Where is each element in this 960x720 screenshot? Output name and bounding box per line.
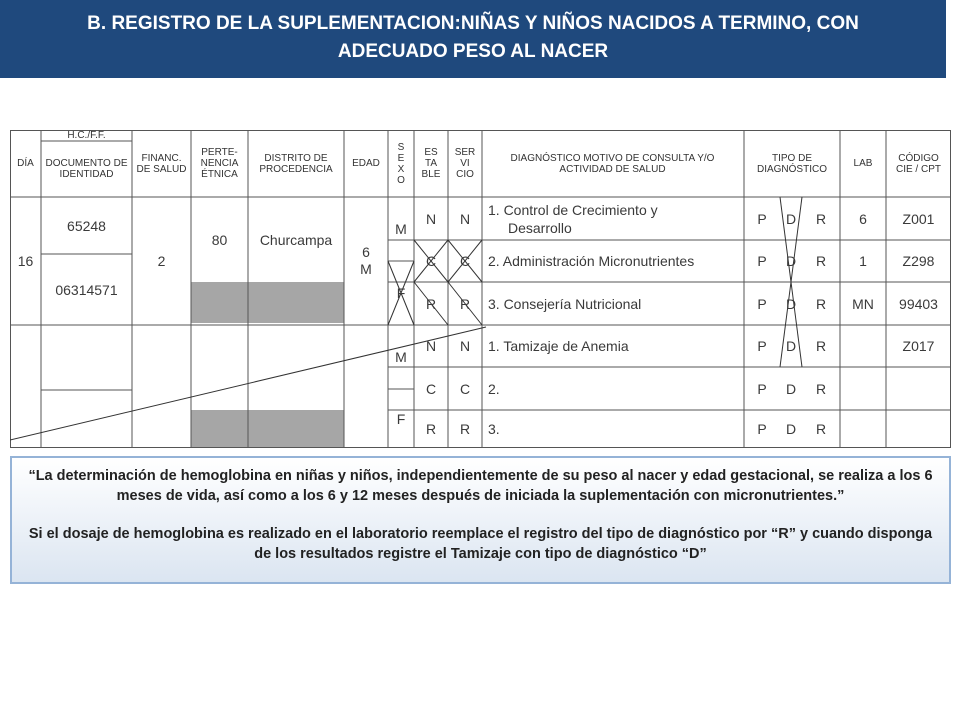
diagnostico-value: 1. Control de Crecimiento y Desarrollo [488, 201, 658, 236]
servicio-value: C [459, 253, 471, 269]
gray-cell [191, 410, 248, 448]
lab-value: 6 [859, 210, 867, 227]
header-hc: H.C./F.F. [67, 130, 106, 141]
tipo-d: D [785, 210, 797, 227]
tipo-r: R [815, 338, 827, 354]
header-establecimiento: ES TA BLE [421, 147, 441, 180]
record1-documento: 06314571 [55, 281, 118, 298]
servicio-value: N [459, 338, 471, 354]
gray-cell [248, 282, 344, 323]
lab-value [840, 410, 886, 448]
tipo-r: R [815, 253, 827, 269]
tipo-p: P [757, 421, 767, 437]
diagnostico-value: 3. Consejería Nutricional [488, 295, 642, 312]
record2-sexo-m: M [395, 349, 407, 365]
lab-value: MN [852, 295, 874, 312]
servicio-value: C [459, 380, 471, 397]
establecimiento-value: N [425, 338, 437, 354]
establecimiento-value: C [425, 253, 437, 269]
header-documento: DOCUMENTO DE IDENTIDAD [45, 158, 128, 180]
servicio-value: R [459, 295, 471, 312]
lab-value [840, 325, 886, 367]
gray-cell [248, 410, 344, 448]
header-servicio: SER VI CIO [454, 147, 476, 180]
establecimiento-value: C [425, 380, 437, 397]
diagnostico-value: 1. Tamizaje de Anemia [488, 338, 629, 354]
codigo-value: Z298 [902, 253, 935, 269]
tipo-r: R [815, 210, 827, 227]
page-header [0, 0, 946, 78]
tipo-r: R [815, 380, 827, 397]
record1-hc: 65248 [67, 217, 106, 234]
codigo-value: 99403 [899, 295, 938, 312]
gray-cell [191, 282, 248, 323]
tipo-p: P [757, 210, 767, 227]
record1-financ: 2 [157, 253, 166, 269]
title-line-1: B. REGISTRO DE LA SUPLEMENTACION:NIÑAS Y NIÑOS NACIDOS A TERMINO, CON [87, 13, 859, 34]
tipo-p: P [757, 253, 767, 269]
diagnostico-value: 2. [488, 380, 500, 397]
diagnostico-value: 3. [488, 421, 500, 437]
record1-dia: 16 [17, 253, 34, 269]
header-pertenencia: PERTE- NENCIA ÉTNICA [200, 147, 239, 180]
record1-sexo-m: M [395, 221, 407, 237]
record2-sexo-f: F [396, 410, 406, 427]
record1-edad: 6 M [360, 244, 372, 277]
guidance-note [10, 456, 951, 584]
servicio-value: R [459, 421, 471, 437]
header-edad: EDAD [352, 158, 380, 169]
tipo-d: D [785, 253, 797, 269]
note-paragraph-1: “La determinación de hemoglobina en niñas y niños, independientemente de su peso al nacer y edad gestacional, se realiza a los 6 meses de vida, así como a los 6 y 12 meses después de iniciada la suplementación con micronutrientes.” [28, 468, 933, 504]
header-financ: FINANC. DE SALUD [136, 152, 187, 175]
codigo-value: Z017 [902, 338, 935, 354]
header-dia: DÍA [17, 158, 34, 169]
note-paragraph-2: Si el dosaje de hemoglobina es realizado en el laboratorio reemplace el registro del tipo de diagnóstico por “R” y cuando disponga de los resultados registre el Tamizaje con tipo de diagnóstico “D” [28, 526, 933, 562]
codigo-value [886, 367, 951, 410]
header-distrito: DISTRITO DE PROCEDENCIA [259, 152, 333, 175]
tipo-p: P [757, 380, 767, 397]
tipo-r: R [815, 421, 827, 437]
codigo-value: Z001 [902, 210, 935, 227]
codigo-value [886, 410, 951, 448]
header-lab: LAB [853, 158, 873, 169]
tipo-d: D [785, 380, 797, 397]
establecimiento-value: R [425, 295, 437, 312]
title-line-2: ADECUADO PESO AL NACER [337, 41, 609, 62]
record1-etnia: 80 [211, 231, 228, 248]
servicio-value: N [459, 210, 471, 227]
tipo-d: D [785, 295, 797, 312]
establecimiento-value: N [425, 210, 437, 227]
lab-value [840, 367, 886, 410]
header-tipo-diagnostico: TIPO DE DIAGNÓSTICO [756, 152, 827, 175]
diagnostico-value: 2. Administración Micronutrientes [488, 253, 695, 269]
record1-sexo-f: F [396, 285, 406, 301]
header-sexo: S E X O [397, 141, 405, 186]
tipo-d: D [785, 338, 797, 354]
lab-value: 1 [859, 253, 867, 269]
tipo-r: R [815, 295, 827, 312]
registration-table [10, 130, 951, 448]
establecimiento-value: R [425, 421, 437, 437]
tipo-p: P [757, 338, 767, 354]
tipo-d: D [785, 421, 797, 437]
header-codigo: CÓDIGO CIE / CPT [895, 152, 941, 175]
header-diagnostico: DIAGNÓSTICO MOTIVO DE CONSULTA Y/O ACTIVIDAD DE SALUD [510, 152, 715, 175]
record1-distrito: Churcampa [259, 231, 333, 248]
tipo-p: P [757, 295, 767, 312]
